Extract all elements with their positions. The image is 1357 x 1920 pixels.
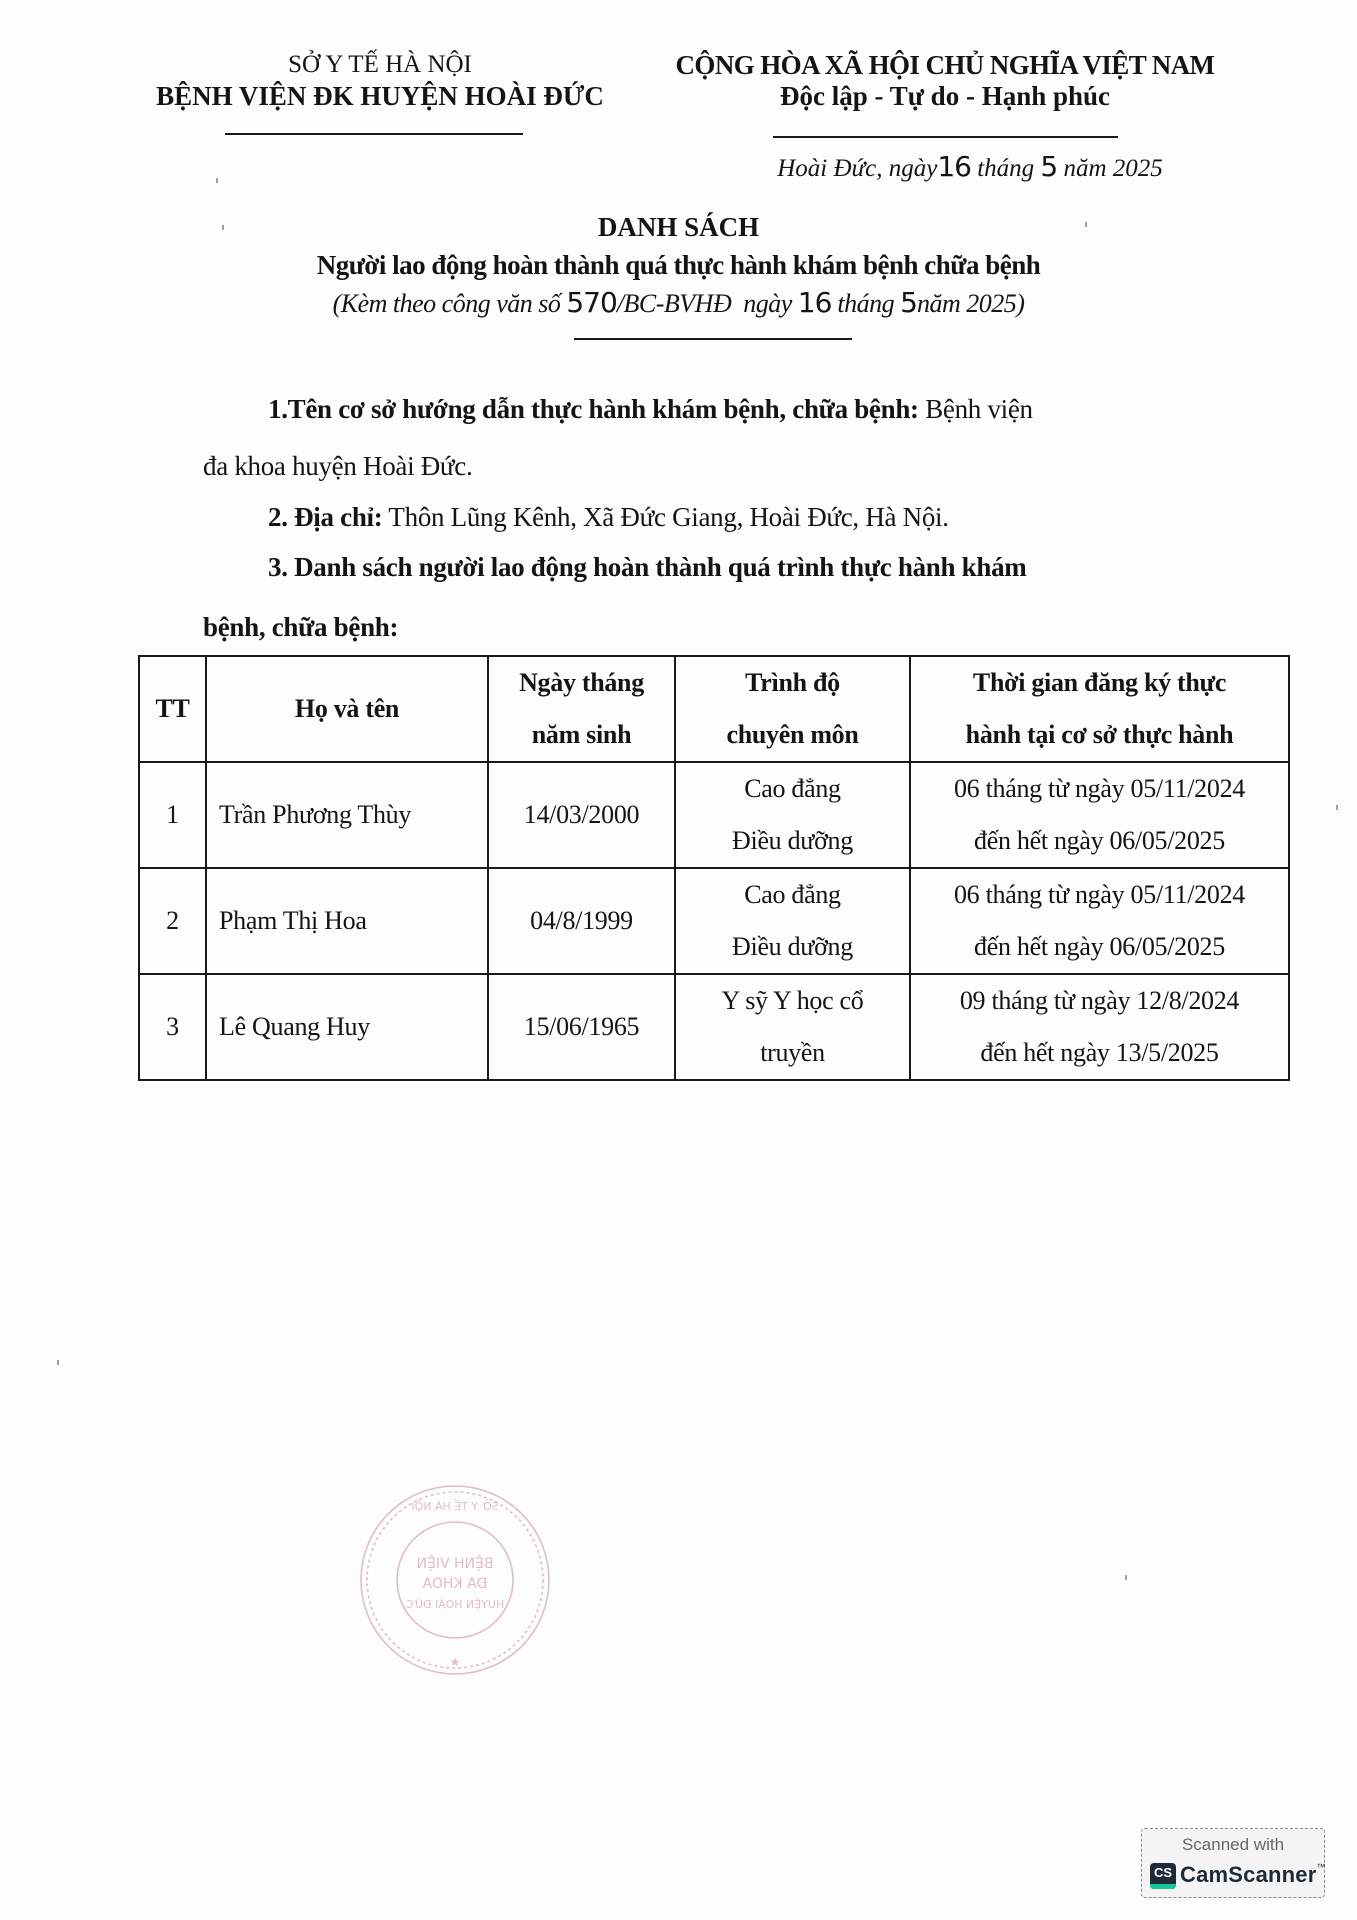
national-header: [655, 50, 1235, 112]
header-name: Họ và tên: [206, 656, 488, 762]
cell-level: [675, 974, 910, 1080]
cell-period: [910, 762, 1289, 868]
header-period: [910, 656, 1289, 762]
section-1-line-1: [268, 392, 1033, 426]
cell-period-line-1: 09 tháng từ ngày 12/8/2024: [959, 986, 1240, 1015]
header-level: [675, 656, 910, 762]
watermark-caption: Scanned with: [1181, 1835, 1285, 1854]
cell-period-line-1: 06 tháng từ ngày 05/11/2024: [953, 880, 1245, 909]
camscanner-watermark: [1141, 1828, 1325, 1898]
header-level-line-1: Trình độ: [745, 668, 840, 697]
header-tt: TT: [139, 656, 206, 762]
hospital-seal-stamp: [355, 1480, 555, 1680]
date-month-label: tháng: [977, 155, 1035, 182]
camscanner-logo-icon: [1150, 1863, 1176, 1889]
section-3-line-1: 3. Danh sách người lao động hoàn thành quá trình thực hành khám: [268, 552, 1027, 582]
date-month-handwritten: 5: [1040, 150, 1058, 183]
cell-period-line-2: đến hết ngày 06/05/2025: [974, 826, 1225, 855]
brand-name: CamScanner: [1180, 1862, 1317, 1887]
cell-level-line-2: Điều dưỡng: [732, 826, 853, 855]
header-dob-line-1: Ngày tháng: [519, 668, 644, 697]
national-motto: Độc lập - Tự do - Hạnh phúc: [779, 81, 1111, 111]
section-2-value: Thôn Lũng Kênh, Xã Đức Giang, Hoài Đức, Hà Nội.: [388, 502, 949, 532]
section-1-label: 1.Tên cơ sở hướng dẫn thực hành khám bệnh, chữa bệnh:: [268, 394, 919, 424]
section-1-value: Bệnh viện: [925, 394, 1033, 424]
cell-tt: 2: [139, 868, 206, 974]
section-2-label: 2. Địa chỉ:: [268, 502, 383, 532]
cell-level-line-2: Điều dưỡng: [732, 932, 853, 961]
header-dob-line-2: năm sinh: [531, 720, 632, 749]
date-day-handwritten: 16: [937, 150, 971, 183]
document-subtitle: Người lao động hoàn thành quá thực hành khám bệnh chữa bệnh: [316, 250, 1041, 280]
cell-level-line-1: Cao đẳng: [744, 774, 841, 803]
ref-day-label: ngày: [743, 289, 792, 318]
cell-period: [910, 974, 1289, 1080]
table-row: [139, 868, 1289, 974]
scan-speck: [57, 1360, 59, 1365]
cell-dob: 14/03/2000: [488, 762, 675, 868]
cell-period-line-2: đến hết ngày 13/5/2025: [980, 1038, 1219, 1067]
seal-text-outer: SỞ Y TẾ HÀ NỘI: [411, 1500, 499, 1513]
ref-code: /BC-BVHĐ: [616, 289, 732, 318]
hospital-name: BỆNH VIỆN ĐK HUYỆN HOÀI ĐỨC: [156, 81, 604, 111]
national-title: CỘNG HÒA XÃ HỘI CHỦ NGHĨA VIỆT NAM: [675, 50, 1215, 80]
watermark-brand: [1180, 1862, 1326, 1888]
section-3-line-2: bệnh, chữa bệnh:: [203, 612, 399, 642]
cell-level: [675, 762, 910, 868]
issuer-header: [120, 50, 640, 112]
seal-text-1: BỆNH VIỆN: [416, 1556, 494, 1572]
cell-period-line-2: đến hết ngày 06/05/2025: [974, 932, 1225, 961]
scan-speck: [1336, 805, 1338, 810]
scan-speck: [1125, 1575, 1127, 1580]
document-reference: [0, 286, 1357, 319]
document-title: DANH SÁCH: [597, 212, 760, 242]
ref-close: năm 2025): [916, 289, 1025, 318]
cell-name: Trần Phương Thùy: [206, 762, 488, 868]
cell-tt: 3: [139, 974, 206, 1080]
cell-level-line-1: Cao đẳng: [744, 880, 841, 909]
issuer-underline: [225, 133, 523, 135]
section-1-line-2: đa khoa huyện Hoài Đức.: [203, 451, 473, 481]
cell-period-line-1: 06 tháng từ ngày 05/11/2024: [953, 774, 1245, 803]
cell-name: Lê Quang Huy: [206, 974, 488, 1080]
title-underline: [574, 338, 852, 340]
trainee-table: [138, 655, 1290, 1081]
cell-level-line-1: Y sỹ Y học cổ: [721, 986, 864, 1015]
date-place: Hoài Đức, ngày: [777, 155, 938, 182]
issue-date: [700, 150, 1240, 183]
date-year: năm 2025: [1063, 155, 1163, 182]
seal-text-3: HUYỆN HOÀI ĐỨC: [405, 1598, 505, 1611]
cell-name: Phạm Thị Hoa: [206, 868, 488, 974]
ref-day-handwritten: 16: [797, 286, 832, 319]
motto-underline: [773, 136, 1118, 138]
ref-month-handwritten: 5: [900, 286, 917, 319]
table-row: [139, 762, 1289, 868]
cell-level-line-2: truyền: [760, 1038, 825, 1067]
header-period-line-1: Thời gian đăng ký thực: [972, 668, 1227, 697]
table-header-row: [139, 656, 1289, 762]
ref-open: (Kèm theo công văn số: [332, 289, 561, 318]
scan-speck: [222, 225, 224, 230]
table-row: [139, 974, 1289, 1080]
cell-period: [910, 868, 1289, 974]
ref-month-label: tháng: [837, 289, 895, 318]
header-level-line-2: chuyên môn: [726, 720, 859, 749]
department-name: SỞ Y TẾ HÀ NỘI: [288, 51, 472, 78]
scan-speck: [216, 178, 218, 183]
cell-tt: 1: [139, 762, 206, 868]
header-period-line-2: hành tại cơ sở thực hành: [965, 720, 1234, 749]
seal-star: ★: [449, 1655, 461, 1669]
section-2: [268, 500, 949, 534]
cell-dob: 15/06/1965: [488, 974, 675, 1080]
logo-text: CS: [1153, 1865, 1173, 1880]
seal-text-2: ĐA KHOA: [422, 1576, 488, 1592]
header-dob: [488, 656, 675, 762]
logo-accent-bar: [1150, 1884, 1176, 1889]
scan-speck: [1085, 222, 1087, 227]
cell-dob: 04/8/1999: [488, 868, 675, 974]
cell-level: [675, 868, 910, 974]
trademark-symbol: ™: [1316, 1862, 1326, 1872]
ref-number-handwritten: 570: [566, 286, 617, 319]
